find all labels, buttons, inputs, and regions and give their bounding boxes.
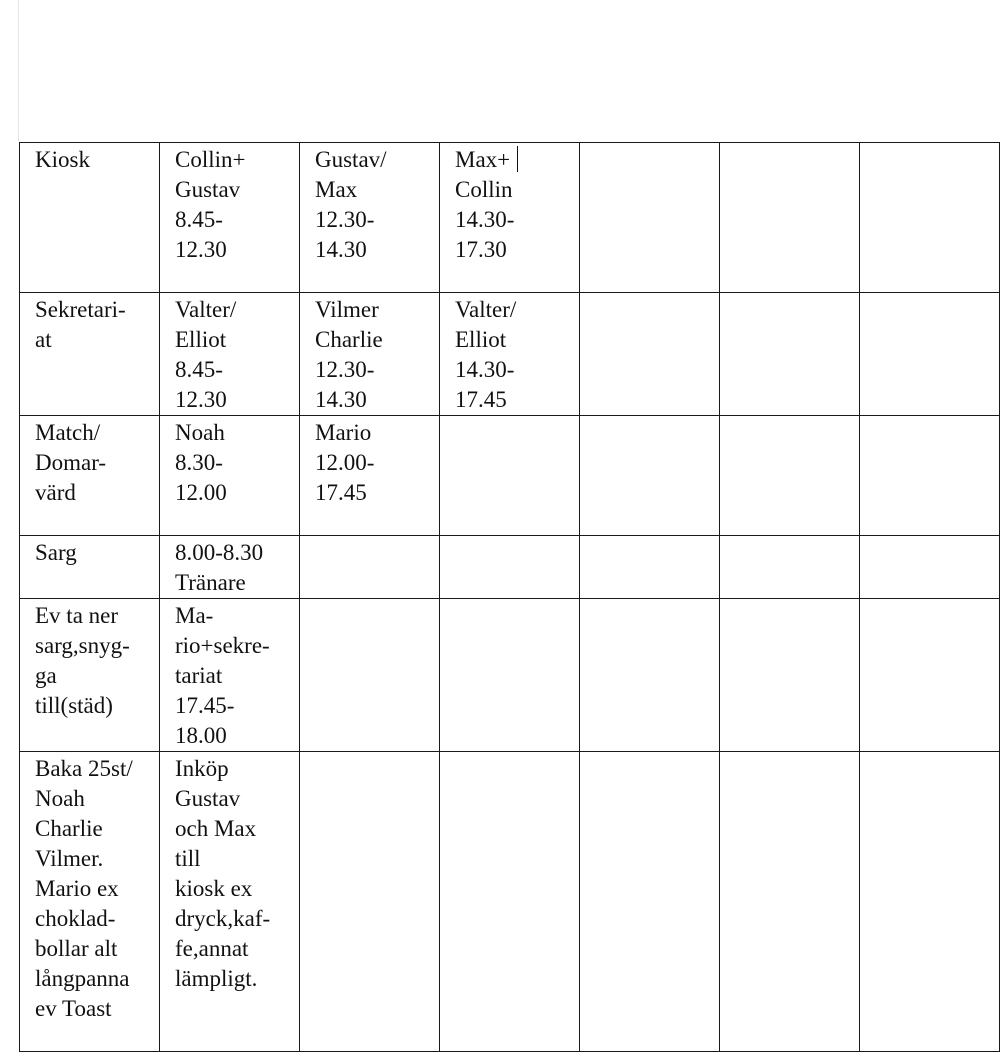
table-cell[interactable] — [720, 752, 860, 1052]
cell-text: Collin+ Gustav 8.45- 12.30 — [175, 147, 246, 262]
table-cell[interactable] — [20, 293, 160, 416]
table-cell[interactable] — [440, 143, 580, 293]
cell-text: Ma- rio+sekre- tariat 17.45- 18.00 — [175, 603, 270, 748]
table-cell[interactable] — [440, 599, 580, 752]
table-cell[interactable] — [160, 293, 300, 416]
table-cell[interactable] — [300, 752, 440, 1052]
table-cell[interactable] — [20, 416, 160, 536]
table-cell[interactable] — [300, 599, 440, 752]
cell-text: Noah 8.30- 12.00 — [175, 420, 227, 505]
table-cell[interactable] — [20, 599, 160, 752]
cell-text: Vilmer Charlie 12.30- 14.30 — [315, 297, 383, 412]
table-cell[interactable] — [160, 536, 300, 599]
cell-text: Max+ Collin 14.30- 17.30 — [455, 147, 515, 262]
page-margin-edge — [0, 0, 19, 141]
table-cell[interactable] — [20, 143, 160, 293]
cell-text: Baka 25st/ Noah Charlie Vilmer. Mario ex choklad- bollar alt långpanna ev Toast — [35, 756, 133, 1021]
table-cell[interactable] — [860, 143, 1000, 293]
cell-text: Mario 12.00- 17.45 — [315, 420, 375, 505]
schedule-table — [19, 142, 1000, 1052]
table-cell[interactable] — [860, 536, 1000, 599]
table-cell[interactable] — [440, 416, 580, 536]
table-cell[interactable] — [580, 599, 720, 752]
cell-text: Kiosk — [35, 147, 90, 172]
table-cell[interactable] — [720, 416, 860, 536]
cell-text: Inköp Gustav och Max till kiosk ex dryck,kaf- fe,annat lämpligt. — [175, 756, 271, 991]
cell-text: Match/ Domar- värd — [35, 420, 107, 505]
cell-text: Sarg — [35, 540, 77, 565]
table-cell[interactable] — [440, 536, 580, 599]
table-cell[interactable] — [580, 143, 720, 293]
table-row — [20, 416, 1000, 536]
table-row — [20, 752, 1000, 1052]
table-row — [20, 143, 1000, 293]
table-cell[interactable] — [860, 752, 1000, 1052]
text-cursor — [517, 146, 518, 172]
cell-text: Gustav/ Max 12.30- 14.30 — [315, 147, 387, 262]
table-cell[interactable] — [160, 416, 300, 536]
table-row — [20, 293, 1000, 416]
table-cell[interactable] — [160, 143, 300, 293]
table-cell[interactable] — [720, 143, 860, 293]
table-cell[interactable] — [860, 416, 1000, 536]
table-cell[interactable] — [300, 416, 440, 536]
cell-text: Valter/ Elliot 8.45- 12.30 — [175, 297, 237, 412]
table-cell[interactable] — [20, 752, 160, 1052]
table-cell[interactable] — [720, 599, 860, 752]
table-cell[interactable] — [160, 599, 300, 752]
table-cell[interactable] — [580, 752, 720, 1052]
table-cell[interactable] — [860, 599, 1000, 752]
table-cell[interactable] — [300, 293, 440, 416]
table-cell[interactable] — [860, 293, 1000, 416]
table-cell[interactable] — [440, 752, 580, 1052]
table-cell[interactable] — [440, 293, 580, 416]
cell-text: Valter/ Elliot 14.30- 17.45 — [455, 297, 517, 412]
table-cell[interactable] — [160, 752, 300, 1052]
table-cell[interactable] — [300, 536, 440, 599]
table-cell[interactable] — [580, 536, 720, 599]
table-cell[interactable] — [580, 293, 720, 416]
table-cell[interactable] — [20, 536, 160, 599]
table-cell[interactable] — [300, 143, 440, 293]
cell-text: 8.00-8.30 Tränare — [175, 540, 264, 595]
cell-text: Ev ta ner sarg,snyg- ga till(städ) — [35, 603, 130, 718]
table-cell[interactable] — [720, 536, 860, 599]
table-row — [20, 599, 1000, 752]
cell-text: Sekretari- at — [35, 297, 126, 352]
table-row — [20, 536, 1000, 599]
table-cell[interactable] — [720, 293, 860, 416]
table-cell[interactable] — [580, 416, 720, 536]
